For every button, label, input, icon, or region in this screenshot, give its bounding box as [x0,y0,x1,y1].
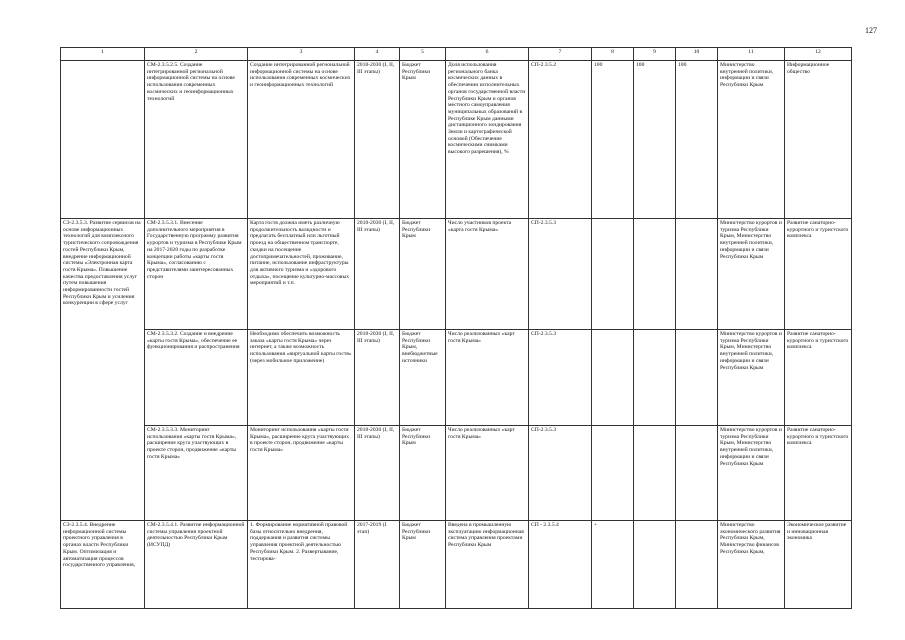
description-cell: 1. Формирование нормативной правовой базы относительно внедрения, поддержания и развития системы управления проектной деятельностью Республики Крым. 2. Развертывание, тестирова- [248,521,355,609]
code-cell: СП - 2.3.5.4 [529,521,592,609]
program-cell: Развитие санаторно-курортного и туристского комплекса [785,426,852,521]
value-cell [634,426,676,521]
value-cell [676,330,718,426]
value-cell: + [592,521,634,609]
funding-cell: Бюджет Республики Крым [400,219,446,330]
code-cell: СП-2.3.5.2 [529,61,592,219]
col-header: 3 [248,48,355,61]
value-cell [592,330,634,426]
period-cell: 2018-2030 (I, II, III этапы) [355,330,400,426]
table-row [61,330,852,426]
funding-cell: Бюджет Республики Крым [400,426,446,521]
col-header: 12 [785,48,852,61]
code-cell: СП-2.3.5.3 [529,426,592,521]
table-row [61,521,852,609]
col-header: 4 [355,48,400,61]
col-header: 2 [145,48,248,61]
measure-cell: СМ-2.3.5.3.1. Внесение дополнительного мероприятия в Государственную программу развития курортов и туризма в Республике Крым на 2017-2020 годы по разработке концепции работы «карты гостя Крыма», согласованию с представителями заинтересованных сторон [145,219,248,330]
value-cell [592,219,634,330]
col-header: 8 [592,48,634,61]
executor-cell: Министерство курортов и туризма Республики Крым, Министерство внутренней политики, информации и связи Республики Крым [718,426,785,521]
value-cell: 100 [592,61,634,219]
indicator-cell: Число реализованных «карт гостя Крыма» [446,330,529,426]
goal-cell: СЗ-2.3.5.4. Внедрение информационной системы проектного управления в органах власти Республики Крым. Оптимизация и автоматизация процессов государственного управления, [61,521,145,609]
indicator-cell: Доля использования регионального банка космических данных в обеспечении исполнительных органов государственной власти Республики Крым и органов местного самоуправления муниципальных образований в Республике Крым данными дистанционного зондирования Земли и картографической основой (Обеспечение космическими снимками высокого разрешения), % [446,61,529,219]
description-cell: Мониторинг использования «карты гостя Крыма», расширение круга участвующих в проекте сторон, продвижение «карты гостя Крыма» [248,426,355,521]
measure-cell: СМ-2.3.5.2.5. Создание интегрированной региональной информационной системы на основе использования современных космических и геоинформационных технологий [145,61,248,219]
table-row [61,426,852,521]
value-cell [592,426,634,521]
program-cell: Развитие санаторно-курортного и туристского комплекса [785,219,852,330]
indicator-cell: Число реализованных «карт гостя Крыма» [446,426,529,521]
value-cell [634,219,676,330]
program-cell: Развитие санаторно-курортного и туристского комплекса [785,330,852,426]
code-cell: СП-2.3.5.3 [529,330,592,426]
col-header: 11 [718,48,785,61]
period-cell: 2017-2019 (I этап) [355,521,400,609]
value-cell [676,521,718,609]
description-cell: Необходимо обеспечить возможность заказа «карты гостя Крыма» через интернет, а также возможность использования «виртуальной карты гостя» (через мобильное приложение) [248,330,355,426]
goal-cell [61,61,145,219]
col-header: 5 [400,48,446,61]
executor-cell: Министерство курортов и туризма Республики Крым, Министерство внутренней политики, информации и связи Республики Крым [718,330,785,426]
goal-cell: СЗ-2.3.5.3. Развитие сервисов на основе информационных технологий для комплексного туристического сопровождения гостей Республики Крым, внедрение информационной системы «Электронная карта гостя Крыма». Повышение качества предоставления услуг путем повышения информированности гостей Республики Крым и усиления конкуренции в сфере услуг [61,219,145,521]
executor-cell: Министерство внутренней политики, информации и связи Республики Крым [718,61,785,219]
col-header: 6 [446,48,529,61]
col-header: 9 [634,48,676,61]
page-number: 127 [865,26,877,35]
program-cell: Информационное общество [785,61,852,219]
table-row [61,61,852,219]
period-cell: 2018-2030 (I, II, III этапы) [355,61,400,219]
indicator-cell: Число участников проекта «карта гостя Крыма» [446,219,529,330]
col-header: 1 [61,48,145,61]
measure-cell: СМ-2.3.5.3.2. Создание и внедрение «карты гостя Крыма», обеспечение ее функционирования и распространения [145,330,248,426]
value-cell [676,426,718,521]
description-cell: Создание интегрированной региональной информационной системы на основе использования современных космических и геоинформационных технологий [248,61,355,219]
period-cell: 2018-2030 (I, II, III этапы) [355,219,400,330]
measure-cell: СМ-2.3.5.4.1. Развитие информационной системы управления проектной деятельностью Республики Крым (ИСУПД) [145,521,248,609]
value-cell: 100 [676,61,718,219]
period-cell: 2018-2030 (I, II, III этапы) [355,426,400,521]
value-cell: 100 [634,61,676,219]
funding-cell: Бюджет Республики Крым [400,521,446,609]
measures-table [60,47,852,609]
executor-cell: Министерство экономического развития Республики Крым, Министерство финансов Республики Крым, [718,521,785,609]
code-cell: СП-2.3.5.3 [529,219,592,330]
table-row [61,219,852,330]
indicator-cell: Введена в промышленную эксплуатацию информационная система управления проектами Республики Крым [446,521,529,609]
measure-cell: СМ-2.3.5.3.3. Мониторинг использования «карты гостя Крыма», расширение круга участвующих в проекте сторон, продвижение «карты гостя Крыма» [145,426,248,521]
executor-cell: Министерство курортов и туризма Республики Крым, Министерство внутренней политики, информации и связи Республики Крым [718,219,785,330]
funding-cell: Бюджет Республики Крым [400,61,446,219]
value-cell [634,521,676,609]
value-cell [634,330,676,426]
header-row [61,48,852,61]
funding-cell: Бюджет Республики Крым, внебюджетные источники [400,330,446,426]
program-cell: Экономическое развитие и инновационная экономика [785,521,852,609]
col-header: 10 [676,48,718,61]
col-header: 7 [529,48,592,61]
description-cell: Карта гостя должна иметь различную продолжительность валидности и предлагать бесплатный или льготный проезд на общественном транспорте, скидки на посещение достопримечательностей, проживание, питание, использование инфраструктуры для активного туризма и «здорового отдыха», посещение культурно-массовых мероприятий и т.п. [248,219,355,330]
value-cell [676,219,718,330]
